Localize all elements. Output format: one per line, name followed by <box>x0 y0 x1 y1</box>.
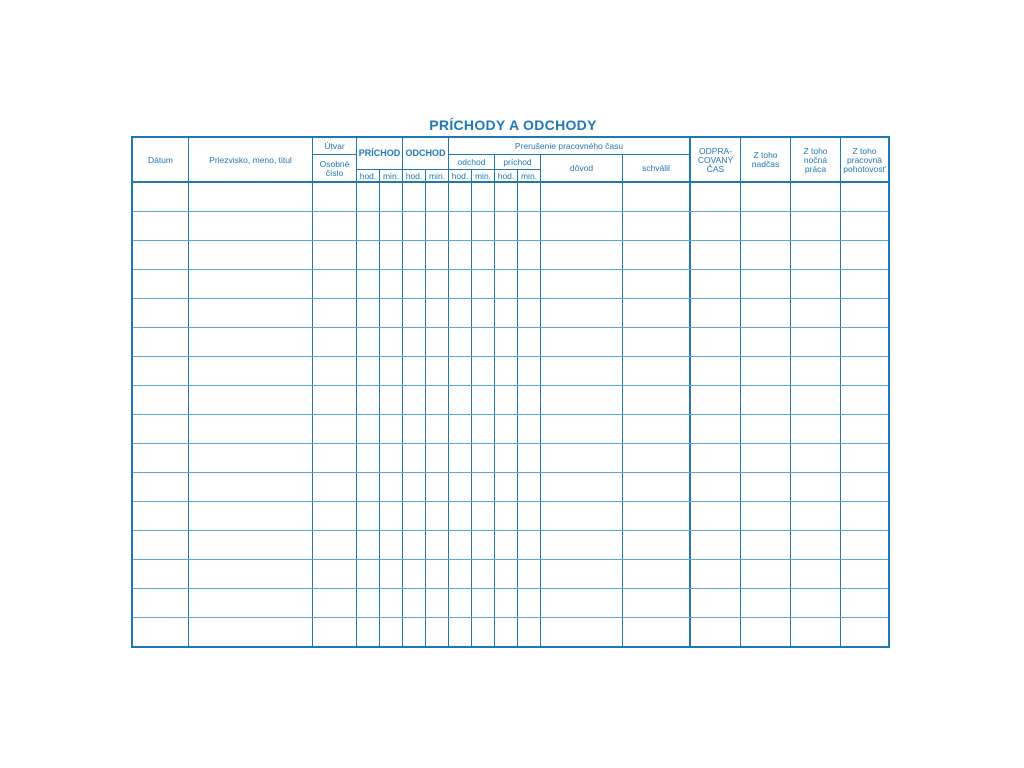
row-separator <box>133 269 888 270</box>
header-dovod: dôvod <box>569 163 594 173</box>
header-prichod-hod: hod. <box>359 170 377 181</box>
header-prer-prichod-min: min. <box>520 170 538 181</box>
header-nocna-3: práca <box>804 163 827 174</box>
header-prerusenie: Prerušenie pracovného času <box>514 140 624 151</box>
header-nocna-1: Z toho <box>803 145 828 156</box>
vline-nadcas <box>790 138 791 646</box>
header-prichod-min: min. <box>382 170 400 181</box>
header-datum: Dátum <box>147 154 174 165</box>
header-nadcas-1: Z toho <box>753 150 778 160</box>
header-nadcas-2: nadčas <box>751 159 780 169</box>
header-odchod-sub: odchod <box>457 156 486 167</box>
header-osobne: Osobné <box>319 158 350 169</box>
header-prer-odchod-hod: hod. <box>451 170 469 181</box>
row-separator <box>133 298 888 299</box>
header-osobne-cislo <box>313 155 356 182</box>
header-nocna-2: nočná <box>803 154 828 165</box>
row-separator <box>133 356 888 357</box>
vline-prichod-split <box>379 170 380 646</box>
vline-dovod <box>622 155 623 646</box>
header-nadcas <box>741 138 790 182</box>
row-separator <box>133 240 888 241</box>
header-bottom-line <box>133 181 888 183</box>
row-separator <box>133 588 888 589</box>
row-separator <box>133 385 888 386</box>
header-prer-prichod-hod: hod. <box>497 170 515 181</box>
header-pohotovost-3: pohotovosť <box>843 163 886 174</box>
vline-utvar <box>356 138 357 646</box>
vline-prer-prichod <box>540 155 541 646</box>
header-nocna-praca <box>791 138 840 182</box>
header-odpracovany-2: COVANÝ <box>697 154 734 165</box>
vline-prer-odchod <box>494 155 495 646</box>
header-pohotovost <box>841 138 888 182</box>
form-title: PRÍCHODY A ODCHODY <box>429 117 597 133</box>
header-prichod-sub: príchod <box>503 156 532 167</box>
header-prer-odchod-min: min. <box>474 170 492 181</box>
row-separator <box>133 530 888 531</box>
vline-datum <box>188 138 189 646</box>
header-odchod-min: min. <box>428 170 446 181</box>
vline-prerusenie-end <box>689 138 691 646</box>
header-line-prerusenie <box>449 154 689 155</box>
vline-prer-prichod-split <box>517 170 518 646</box>
header-pohotovost-2: pracovná <box>847 154 882 165</box>
vline-prichod <box>402 138 403 646</box>
row-separator <box>133 414 888 415</box>
header-utvar: Útvar <box>324 140 345 151</box>
row-separator <box>133 501 888 502</box>
header-pohotovost-1: Z toho <box>852 145 877 156</box>
row-separator <box>133 327 888 328</box>
header-schvalil: schválil <box>642 163 670 173</box>
row-separator <box>133 472 888 473</box>
attendance-form-table <box>131 136 890 648</box>
vline-prer-odchod-split <box>471 170 472 646</box>
row-separator <box>133 443 888 444</box>
row-separator <box>133 211 888 212</box>
header-line-utvar <box>313 154 357 155</box>
header-odpracovany-1: ODPRA- <box>698 145 733 156</box>
vline-name <box>312 138 313 646</box>
header-cislo: číslo <box>325 167 344 178</box>
header-prichod: PRÍCHOD <box>358 148 401 158</box>
header-odpracovany-cas <box>691 138 740 182</box>
vline-nocna <box>840 138 841 646</box>
vline-odchod <box>448 138 449 646</box>
row-separator <box>133 617 888 618</box>
vline-odchod-split <box>425 170 426 646</box>
row-separator <box>133 559 888 560</box>
vline-odpracovany <box>740 138 741 646</box>
header-odchod: ODCHOD <box>405 148 446 158</box>
header-odpracovany-3: ČAS <box>706 163 725 174</box>
header-odchod-hod: hod. <box>405 170 423 181</box>
header-name: Priezvisko, meno, titul <box>209 154 292 165</box>
